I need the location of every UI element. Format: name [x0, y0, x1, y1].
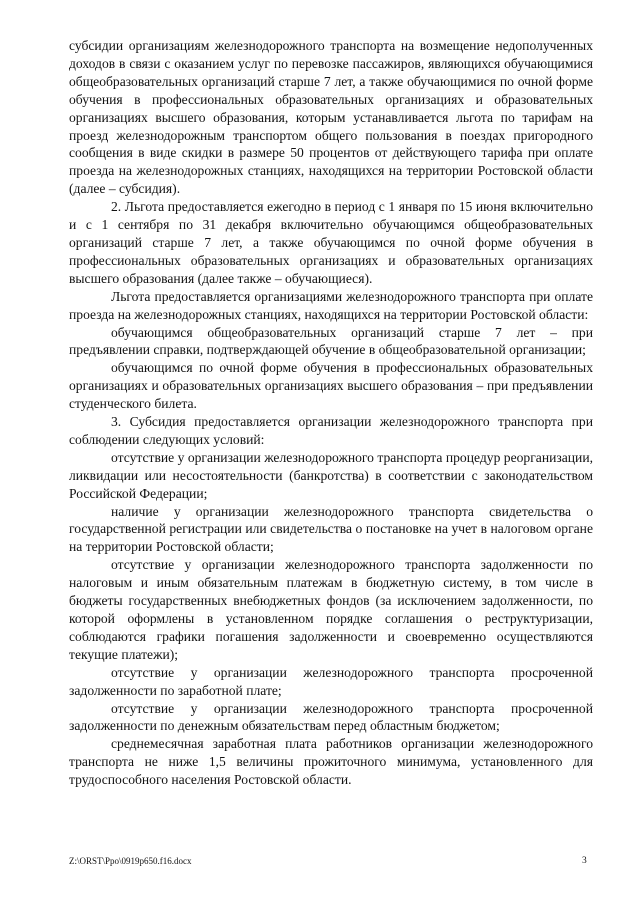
- footer-file-path: Z:\ORST\Ppo\0919p650.f16.docx: [69, 856, 192, 866]
- paragraph: 2. Льгота предоставляется ежегодно в период с 1 января по 15 июня включительно и с 1 сентября по 31 декабря включительно обучающимся общеобразовательных организаций старше 7 лет, а также обучающимся по очной форме обучения в профессиональных образовательных организациях и образовательных организациях высшего образования (далее также – обучающиеся).: [69, 199, 593, 286]
- page-number: 3: [582, 856, 587, 866]
- paragraph: 3. Субсидия предоставляется организации железнодорожного транспорта при соблюдении следующих условий:: [69, 414, 593, 447]
- paragraph: обучающимся по очной форме обучения в профессиональных образовательных организациях и образовательных организациях высшего образования – при предъявлении студенческого билета.: [69, 360, 593, 412]
- paragraph: обучающимся общеобразовательных организаций старше 7 лет – при предъявлении справки, подтверждающей обучение в общеобразовательной организации;: [69, 324, 593, 358]
- paragraph: отсутствие у организации железнодорожного транспорта процедур реорганизации, ликвидации или несостоятельности (банкротства) в соответствии с законодательством Российской Федерации;: [69, 449, 593, 501]
- document-body: [69, 37, 593, 789]
- paragraph: отсутствие у организации железнодорожного транспорта просроченной задолженности по заработной плате;: [69, 664, 593, 698]
- paragraph: отсутствие у организации железнодорожного транспорта задолженности по налоговым и иным обязательным платежам в бюджетную систему, в том числе в бюджеты государственных внебюджетных фондов (за исключением задолженности, по которой оформлены в установленном порядке соглашения о реструктуризации, соблюдаются графики погашения задолженности и своевременно осуществляются текущие платежи);: [69, 557, 593, 662]
- paragraph: Льгота предоставляется организациями железнодорожного транспорта при оплате проезда на железнодорожных станциях, находящихся на территории Ростовской области:: [69, 288, 593, 322]
- paragraph: субсидии организациям железнодорожного транспорта на возмещение недополученных доходов в связи с оказанием услуг по перевозке пассажиров, являющихся обучающимися общеобразовательных организаций старше 7 лет, а также обучающимися по очной форме обучения в профессиональных образовательных организациях и образовательных организациях высшего образования, которым устанавливается льгота по тарифам на проезд железнодорожным транспортом общего пользования в поездах пригородного сообщения в виде скидки в размере 50 процентов от действующего тарифа при оплате проезда на железнодорожных станциях, находящихся на территории Ростовской области (далее – субсидия).: [69, 38, 593, 197]
- paragraph: наличие у организации железнодорожного транспорта свидетельства о государственной регистрации или свидетельства о постановке на учет в налоговом органе на территории Ростовской области;: [69, 503, 593, 555]
- paragraph: среднемесячная заработная плата работников организации железнодорожного транспорта не ниже 1,5 величины прожиточного минимума, установленного для трудоспособного населения Ростовской области.: [69, 736, 593, 788]
- paragraph: отсутствие у организации железнодорожного транспорта просроченной задолженности по денежным обязательствам перед областным бюджетом;: [69, 700, 593, 734]
